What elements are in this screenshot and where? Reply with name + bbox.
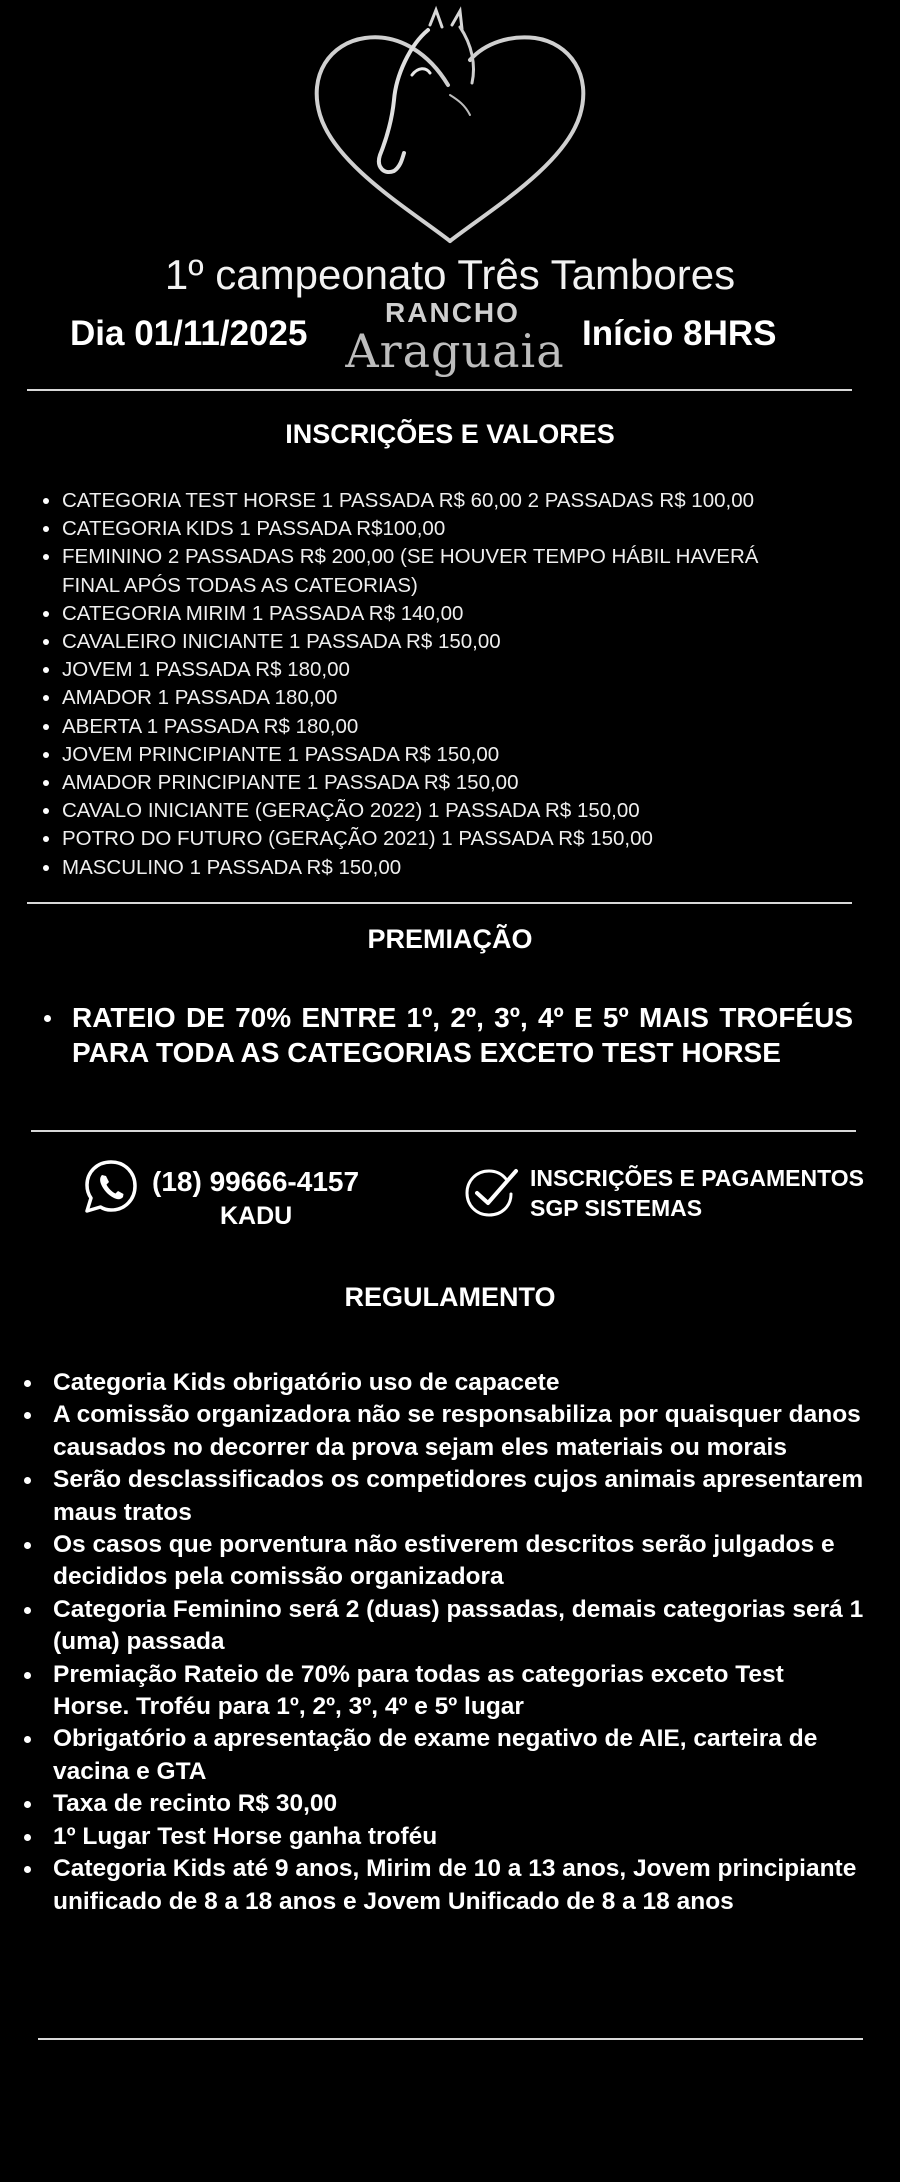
list-item: Categoria Kids obrigatório uso de capacete [16,1367,866,1399]
list-item: JOVEM PRINCIPIANTE 1 PASSADA R$ 150,00 [34,741,794,769]
list-item: Premiação Rateio de 70% para todas as categorias exceto Test Horse. Troféu para 1º, 2º, 3º, 4º e 5º lugar [16,1659,866,1724]
list-item: A comissão organizadora não se responsabiliza por quaisquer danos causados no decorrer da prova sejam eles materiais ou morais [16,1399,866,1464]
list-item: CATEGORIA TEST HORSE 1 PASSADA R$ 60,00 2 PASSADAS R$ 100,00 [34,487,794,515]
list-item: FEMININO 2 PASSADAS R$ 200,00 (SE HOUVER TEMPO HÁBIL HAVERÁ FINAL APÓS TODAS AS CATEORIAS) [34,543,794,599]
sgp-sistemas-label: SGP SISTEMAS [530,1195,703,1221]
list-item: CAVALO INICIANTE (GERAÇÃO 2022) 1 PASSADA R$ 150,00 [34,797,794,825]
list-item: AMADOR PRINCIPIANTE 1 PASSADA R$ 150,00 [34,769,794,797]
logo-text-araguaia: Araguaia [345,324,565,378]
list-item: CATEGORIA MIRIM 1 PASSADA R$ 140,00 [34,600,794,628]
horse-heart-logo [300,5,600,255]
event-title: 1º campeonato Três Tambores [164,251,736,298]
premiacao-list [38,1000,853,1070]
list-item: RATEIO DE 70% ENTRE 1º, 2º, 3º, 4º E 5º MAIS TROFÉUS PARA TODA AS CATEGORIAS EXCETO TEST HORSE [38,1000,853,1070]
contact-phone: (18) 99666-4157 [152,1166,360,1197]
list-item: POTRO DO FUTURO (GERAÇÃO 2021) 1 PASSADA R$ 150,00 [34,825,794,853]
list-item: CAVALEIRO INICIANTE 1 PASSADA R$ 150,00 [34,628,794,656]
divider [27,389,852,391]
premiacao-title: PREMIAÇÃO [367,924,533,954]
inscricoes-title: INSCRIÇÕES E VALORES [285,419,615,449]
list-item: Categoria Kids até 9 anos, Mirim de 10 a 13 anos, Jovem principiante unificado de 8 a 18 anos e Jovem Unificado de 8 a 18 anos [16,1853,866,1918]
sgp-inscricoes-label: INSCRIÇÕES E PAGAMENTOS [530,1165,864,1191]
contact-name: KADU [220,1202,293,1230]
list-item: Serão desclassificados os competidores cujos animais apresentarem maus tratos [16,1464,866,1529]
event-date: Dia 01/11/2025 [70,314,308,353]
list-item: Taxa de recinto R$ 30,00 [16,1788,866,1820]
whatsapp-icon [82,1158,140,1216]
event-start-time: Início 8HRS [582,314,777,353]
list-item: AMADOR 1 PASSADA 180,00 [34,684,794,712]
list-item: 1º Lugar Test Horse ganha troféu [16,1821,866,1853]
list-item: Os casos que porventura não estiverem descritos serão julgados e decididos pela comissão organizadora [16,1529,866,1594]
list-item: Obrigatório a apresentação de exame negativo de AIE, carteira de vacina e GTA [16,1723,866,1788]
list-item: Categoria Feminino será 2 (duas) passadas, demais categorias será 1 (uma) passada [16,1594,866,1659]
check-icon [462,1165,520,1221]
list-item: ABERTA 1 PASSADA R$ 180,00 [34,713,794,741]
list-item: JOVEM 1 PASSADA R$ 180,00 [34,656,794,684]
inscricoes-list [34,487,794,882]
divider [31,1130,856,1132]
divider [38,2038,863,2040]
list-item: CATEGORIA KIDS 1 PASSADA R$100,00 [34,515,794,543]
divider [27,902,852,904]
list-item: MASCULINO 1 PASSADA R$ 150,00 [34,854,794,882]
logo-text-rancho: RANCHO [385,297,520,328]
regulamento-title: REGULAMENTO [344,1282,556,1312]
regulamento-list [16,1367,866,1918]
